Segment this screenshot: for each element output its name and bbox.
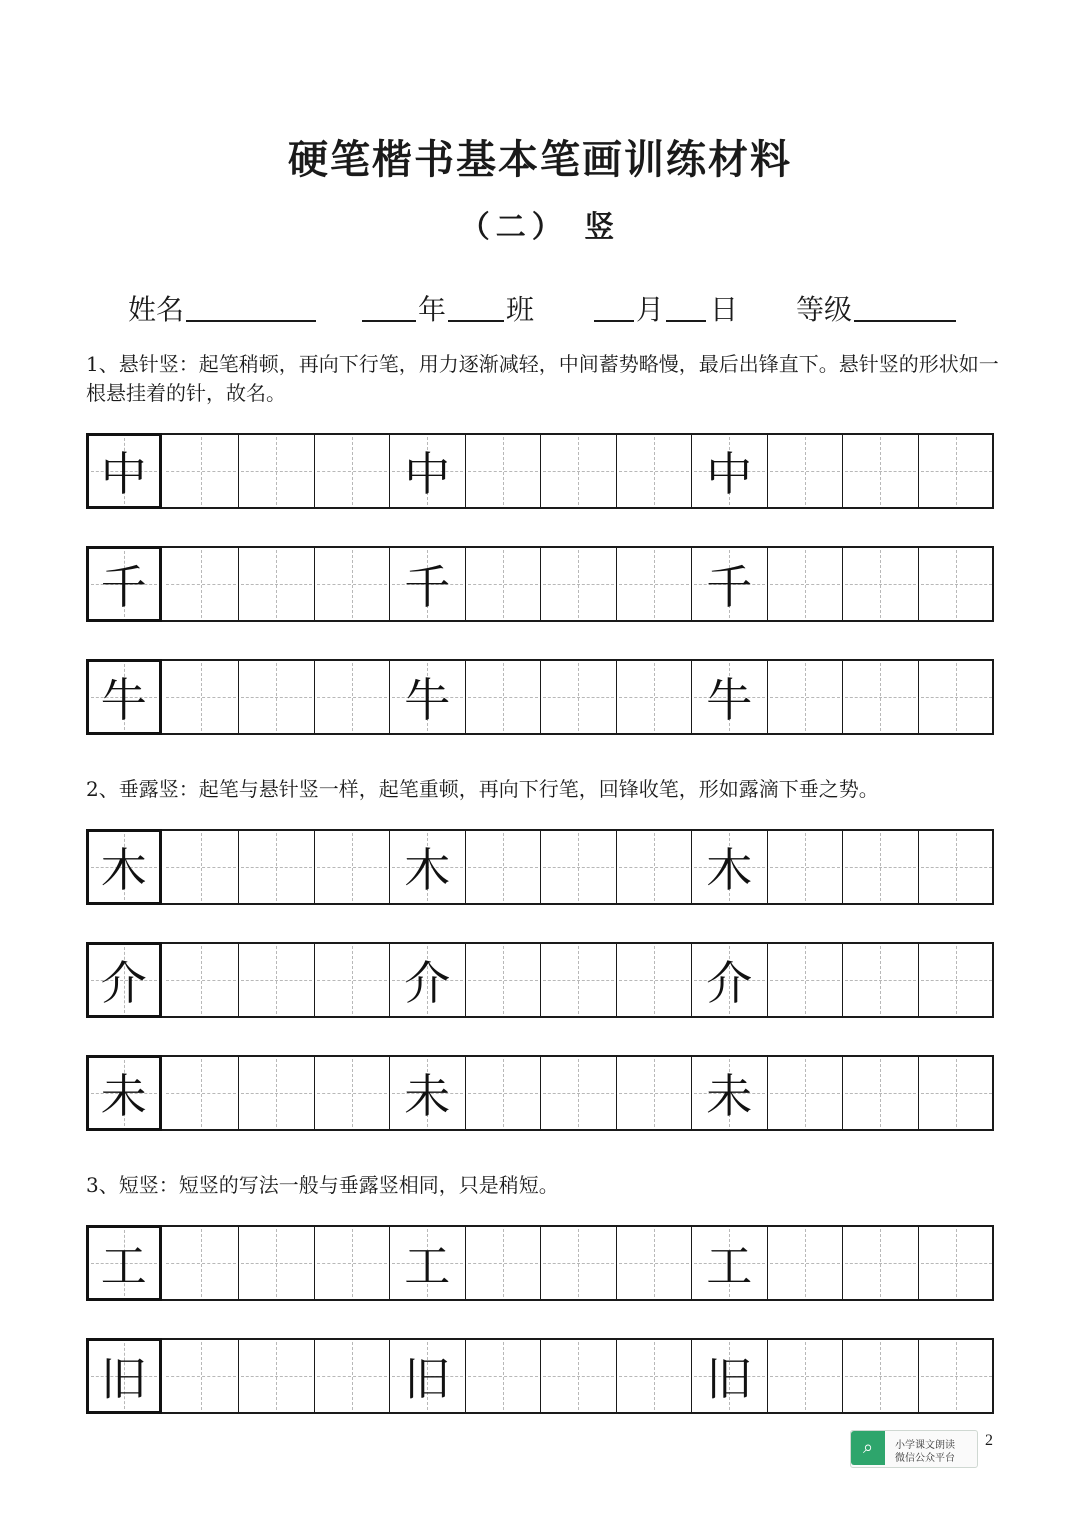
grid-cell[interactable]	[843, 661, 919, 733]
guide-line-horizontal	[770, 980, 841, 981]
name-label: 姓名	[128, 293, 185, 326]
model-character: 牛	[706, 673, 753, 727]
practice-row[interactable]	[86, 1055, 994, 1131]
section-3-description: 3、短竖：短竖的写法一般与垂露竖相同，只是稍短。	[86, 1173, 559, 1197]
grid-cell[interactable]	[315, 1340, 391, 1412]
grid-cell[interactable]	[466, 831, 542, 903]
guide-line-horizontal	[921, 471, 993, 472]
grid-cell[interactable]	[541, 548, 617, 620]
grid-cell[interactable]	[390, 1057, 466, 1129]
grid-cell[interactable]	[164, 548, 240, 620]
guide-line-horizontal	[241, 697, 312, 698]
model-character: 千	[100, 560, 147, 614]
grid-cell[interactable]	[164, 1057, 240, 1129]
guide-line-horizontal	[921, 584, 993, 585]
guide-line-horizontal	[468, 867, 539, 868]
guide-line-horizontal	[317, 1376, 388, 1377]
grid-cell[interactable]	[692, 1227, 768, 1299]
grid-cell[interactable]	[390, 548, 466, 620]
guide-line-horizontal	[543, 1093, 614, 1094]
guide-line-horizontal	[166, 1093, 237, 1094]
guide-line-horizontal	[468, 584, 539, 585]
grid-cell[interactable]	[617, 1227, 693, 1299]
model-character: 中	[404, 447, 451, 501]
grid-cell[interactable]	[86, 546, 162, 622]
guide-line-horizontal	[921, 1263, 993, 1264]
model-character: 木	[100, 843, 147, 897]
grid-cell[interactable]	[239, 831, 315, 903]
grid-cell[interactable]	[390, 661, 466, 733]
grid-cell[interactable]	[164, 1340, 240, 1412]
model-character: 工	[100, 1239, 147, 1293]
practice-row[interactable]	[86, 1338, 994, 1414]
guide-line-horizontal	[317, 584, 388, 585]
year-blank[interactable]	[362, 288, 416, 322]
grid-cell[interactable]	[919, 1340, 995, 1412]
grid-cell[interactable]	[617, 548, 693, 620]
day-blank[interactable]	[666, 288, 706, 322]
grid-cell[interactable]	[919, 1057, 995, 1129]
guide-line-horizontal	[241, 471, 312, 472]
logo-line-1: 小学课文朗读	[895, 1440, 955, 1451]
grid-cell[interactable]	[692, 435, 768, 507]
grid-cell[interactable]	[843, 435, 919, 507]
guide-line-horizontal	[241, 867, 312, 868]
guide-line-horizontal	[166, 697, 237, 698]
guide-line-horizontal	[845, 980, 916, 981]
grid-cell[interactable]	[466, 944, 542, 1016]
grid-cell[interactable]	[617, 944, 693, 1016]
practice-row[interactable]	[86, 1225, 994, 1301]
model-character: 木	[706, 843, 753, 897]
guide-line-horizontal	[468, 471, 539, 472]
guide-line-horizontal	[543, 1263, 614, 1264]
guide-line-horizontal	[619, 867, 690, 868]
guide-line-horizontal	[845, 584, 916, 585]
guide-line-horizontal	[468, 1263, 539, 1264]
model-character: 千	[404, 560, 451, 614]
grid-cell[interactable]	[768, 1227, 844, 1299]
guide-line-horizontal	[543, 1376, 614, 1377]
grid-cell[interactable]	[617, 661, 693, 733]
grid-cell[interactable]	[843, 548, 919, 620]
guide-line-horizontal	[543, 584, 614, 585]
guide-line-horizontal	[166, 867, 237, 868]
guide-line-horizontal	[166, 584, 237, 585]
guide-line-horizontal	[166, 980, 237, 981]
guide-line-horizontal	[317, 867, 388, 868]
day-label: 日	[710, 293, 739, 326]
guide-line-horizontal	[468, 980, 539, 981]
grid-cell[interactable]	[843, 831, 919, 903]
model-character: 未	[706, 1069, 753, 1123]
class-blank[interactable]	[448, 288, 504, 322]
grid-cell[interactable]	[768, 831, 844, 903]
grid-cell[interactable]	[768, 435, 844, 507]
guide-line-horizontal	[468, 1376, 539, 1377]
grid-cell[interactable]	[390, 831, 466, 903]
class-label: 班	[506, 293, 535, 326]
guide-line-horizontal	[845, 867, 916, 868]
grid-cell[interactable]	[617, 1057, 693, 1129]
guide-line-horizontal	[845, 1263, 916, 1264]
grid-cell[interactable]	[541, 1057, 617, 1129]
grid-cell[interactable]	[541, 1340, 617, 1412]
grid-cell[interactable]	[466, 1057, 542, 1129]
grid-cell[interactable]	[919, 435, 995, 507]
practice-row[interactable]	[86, 829, 994, 905]
grid-cell[interactable]	[919, 548, 995, 620]
grid-cell[interactable]	[541, 831, 617, 903]
guide-line-horizontal	[619, 1093, 690, 1094]
grid-cell[interactable]	[919, 944, 995, 1016]
month-label: 月	[636, 293, 665, 326]
guide-line-horizontal	[770, 697, 841, 698]
logo-line-2: 微信公众平台	[895, 1453, 955, 1464]
practice-row[interactable]	[86, 546, 994, 622]
month-blank[interactable]	[594, 288, 634, 322]
student-info-row	[0, 288, 1080, 328]
guide-line-horizontal	[921, 1093, 993, 1094]
page-subtitle: （二） 竖	[459, 210, 621, 245]
grid-cell[interactable]	[315, 435, 391, 507]
grid-cell[interactable]	[843, 1227, 919, 1299]
guide-line-horizontal	[619, 584, 690, 585]
grade-blank[interactable]	[854, 288, 956, 322]
guide-line-horizontal	[317, 1263, 388, 1264]
wechat-platform-logo	[850, 1430, 978, 1468]
guide-line-horizontal	[166, 1376, 237, 1377]
guide-line-horizontal	[845, 1093, 916, 1094]
grid-cell[interactable]	[390, 435, 466, 507]
grid-cell[interactable]	[86, 659, 162, 735]
guide-line-horizontal	[166, 1263, 237, 1264]
guide-line-horizontal	[770, 584, 841, 585]
grid-cell[interactable]	[239, 661, 315, 733]
grid-cell[interactable]	[617, 435, 693, 507]
guide-line-horizontal	[241, 1263, 312, 1264]
guide-line-horizontal	[619, 697, 690, 698]
guide-line-horizontal	[770, 1376, 841, 1377]
grid-cell[interactable]	[617, 1340, 693, 1412]
guide-line-horizontal	[770, 1263, 841, 1264]
guide-line-horizontal	[317, 471, 388, 472]
guide-line-horizontal	[921, 1376, 993, 1377]
grid-cell[interactable]	[541, 944, 617, 1016]
grid-cell[interactable]	[919, 831, 995, 903]
grid-cell[interactable]	[843, 1057, 919, 1129]
guide-line-horizontal	[317, 697, 388, 698]
guide-line-horizontal	[619, 471, 690, 472]
model-character: 介	[706, 956, 753, 1010]
grid-cell[interactable]	[768, 548, 844, 620]
grid-cell[interactable]	[390, 1227, 466, 1299]
model-character: 木	[404, 843, 451, 897]
grid-cell[interactable]	[541, 661, 617, 733]
grid-cell[interactable]	[239, 435, 315, 507]
guide-line-horizontal	[619, 980, 690, 981]
grid-cell[interactable]	[768, 1340, 844, 1412]
model-character: 工	[404, 1239, 451, 1293]
grid-cell[interactable]	[692, 944, 768, 1016]
grid-cell[interactable]	[315, 548, 391, 620]
grid-cell[interactable]	[86, 829, 162, 905]
guide-line-horizontal	[845, 697, 916, 698]
grid-cell[interactable]	[692, 548, 768, 620]
grid-cell[interactable]	[86, 433, 162, 509]
guide-line-horizontal	[619, 1263, 690, 1264]
grid-cell[interactable]	[86, 1055, 162, 1131]
grid-cell[interactable]	[692, 1057, 768, 1129]
guide-line-horizontal	[770, 867, 841, 868]
grid-cell[interactable]	[541, 435, 617, 507]
grid-cell[interactable]	[919, 661, 995, 733]
grid-cell[interactable]	[239, 1340, 315, 1412]
model-character: 牛	[100, 673, 147, 727]
guide-line-horizontal	[468, 1093, 539, 1094]
grid-cell[interactable]	[390, 1340, 466, 1412]
guide-line-horizontal	[241, 1376, 312, 1377]
grid-cell[interactable]	[466, 1227, 542, 1299]
grid-cell[interactable]	[239, 1227, 315, 1299]
guide-line-horizontal	[543, 697, 614, 698]
practice-row[interactable]	[86, 942, 994, 1018]
grid-cell[interactable]	[692, 661, 768, 733]
guide-line-horizontal	[845, 471, 916, 472]
grid-cell[interactable]	[768, 944, 844, 1016]
guide-line-horizontal	[241, 584, 312, 585]
guide-line-horizontal	[241, 1093, 312, 1094]
model-character: 工	[706, 1239, 753, 1293]
grid-cell[interactable]	[239, 548, 315, 620]
grid-cell[interactable]	[315, 1227, 391, 1299]
page-number: 2	[985, 1432, 993, 1449]
grid-cell[interactable]	[692, 1340, 768, 1412]
grid-cell[interactable]	[919, 1227, 995, 1299]
grid-cell[interactable]	[315, 944, 391, 1016]
grid-cell[interactable]	[164, 831, 240, 903]
grid-cell[interactable]	[692, 831, 768, 903]
grid-cell[interactable]	[541, 1227, 617, 1299]
model-character: 千	[706, 560, 753, 614]
grid-cell[interactable]	[315, 661, 391, 733]
model-character: 介	[404, 956, 451, 1010]
grid-cell[interactable]	[315, 1057, 391, 1129]
guide-line-horizontal	[317, 1093, 388, 1094]
grade-label: 等级	[796, 293, 853, 326]
grid-cell[interactable]	[768, 661, 844, 733]
model-character: 未	[100, 1069, 147, 1123]
grid-cell[interactable]	[466, 548, 542, 620]
guide-line-horizontal	[241, 980, 312, 981]
guide-line-horizontal	[317, 980, 388, 981]
section-1-description: 1、悬针竖：起笔稍顿，再向下行笔，用力逐渐减轻，中间蓄势略慢，最后出锋直下。悬针竖的形状如一根悬挂着的针，故名。	[86, 352, 999, 405]
section-2-description: 2、垂露竖：起笔与悬针竖一样，起笔重顿，再向下行笔，回锋收笔，形如露滴下垂之势。	[86, 777, 879, 801]
guide-line-horizontal	[468, 697, 539, 698]
model-character: 中	[100, 447, 147, 501]
model-character: 旧	[404, 1352, 451, 1406]
model-character: 中	[706, 447, 753, 501]
guide-line-horizontal	[921, 867, 993, 868]
grid-cell[interactable]	[843, 1340, 919, 1412]
model-character: 未	[404, 1069, 451, 1123]
guide-line-horizontal	[619, 1376, 690, 1377]
grid-cell[interactable]	[315, 831, 391, 903]
grid-cell[interactable]	[843, 944, 919, 1016]
model-character: 旧	[100, 1352, 147, 1406]
grid-cell[interactable]	[86, 1225, 162, 1301]
grid-cell[interactable]	[466, 661, 542, 733]
guide-line-horizontal	[845, 1376, 916, 1377]
grid-cell[interactable]	[390, 944, 466, 1016]
grid-cell[interactable]	[239, 944, 315, 1016]
practice-row[interactable]	[86, 433, 994, 509]
grid-cell[interactable]	[164, 435, 240, 507]
guide-line-horizontal	[770, 1093, 841, 1094]
grid-cell[interactable]	[164, 1227, 240, 1299]
model-character: 旧	[706, 1352, 753, 1406]
search-icon: ⌕	[851, 1431, 885, 1465]
guide-line-horizontal	[543, 980, 614, 981]
name-blank[interactable]	[186, 288, 316, 322]
model-character: 介	[100, 956, 147, 1010]
grid-cell[interactable]	[617, 831, 693, 903]
grid-cell[interactable]	[466, 435, 542, 507]
guide-line-horizontal	[921, 697, 993, 698]
practice-row[interactable]	[86, 659, 994, 735]
year-label: 年	[418, 293, 447, 326]
model-character: 牛	[404, 673, 451, 727]
guide-line-horizontal	[166, 471, 237, 472]
grid-cell[interactable]	[768, 1057, 844, 1129]
grid-cell[interactable]	[164, 944, 240, 1016]
grid-cell[interactable]	[86, 942, 162, 1018]
grid-cell[interactable]	[239, 1057, 315, 1129]
guide-line-horizontal	[543, 867, 614, 868]
guide-line-horizontal	[770, 471, 841, 472]
guide-line-horizontal	[921, 980, 993, 981]
grid-cell[interactable]	[86, 1338, 162, 1414]
grid-cell[interactable]	[164, 661, 240, 733]
page-title: 硬笔楷书基本笔画训练材料	[288, 137, 792, 183]
guide-line-horizontal	[543, 471, 614, 472]
grid-cell[interactable]	[466, 1340, 542, 1412]
